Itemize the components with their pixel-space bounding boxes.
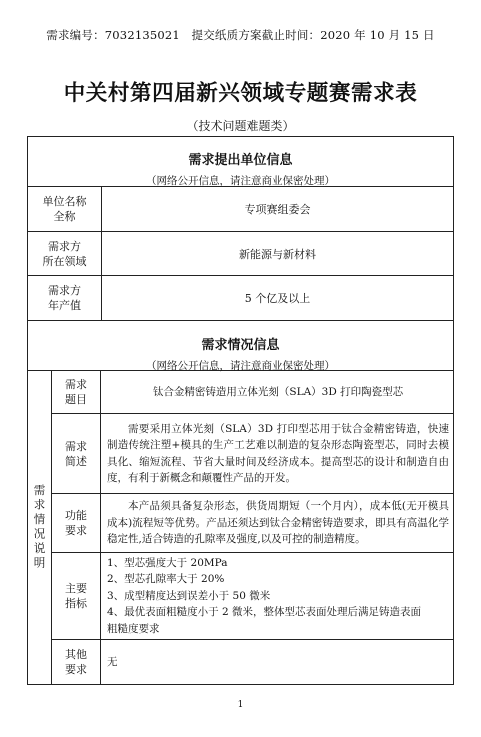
page-number: 1	[237, 700, 244, 710]
row-value: 5 个亿及以上	[244, 292, 311, 305]
row-requirement-summary	[52, 414, 453, 494]
row-value: 需要采用立体光刻（SLA）3D 打印型芯用于钛合金精密铸造，快速制造传统注塑+模具的生产工艺难以制造的复杂形态陶瓷型芯，同时去模具化、缩短流程、节省大量时间及经济成本。提高型芯的设计和制造自由度，有利于新概念和颠覆性产品的开发。	[107, 422, 449, 484]
section-note: （网络公开信息，请注意商业保密处理）	[146, 360, 335, 372]
row-label: 需求 简述	[52, 414, 101, 493]
row-value: 无	[107, 655, 118, 668]
side-label: 需求情况说明	[28, 371, 52, 684]
section-requester-info	[28, 137, 453, 187]
list-item: 4、最优表面粗糙度小于 2 微米，整体型芯表面处理后满足铸造表面	[107, 606, 422, 619]
row-unit-name	[28, 187, 453, 232]
requirement-form	[27, 136, 454, 685]
row-function-requirement	[52, 494, 453, 553]
section-heading: 需求提出单位信息	[188, 153, 293, 168]
list-item: 3、成型精度达到误差小于 50 微米	[107, 589, 271, 602]
row-label: 主要 指标	[52, 553, 101, 639]
row-value: 本产品须具备复杂形态，供货周期短（一个月内），成本低(无开模具成本)流程短等优势。产品还须达到钛合金精密铸造要求，即具有高温化学稳定性,适合铸造的孔隙率及强度,以及可控的制造精度。	[107, 500, 449, 546]
req-no-label: 需求编号：	[46, 28, 105, 42]
section-requirement-info	[28, 321, 453, 371]
document-header	[0, 27, 481, 43]
indicator-list	[107, 555, 421, 638]
row-value: 新能源与新材料	[239, 247, 316, 261]
row-label: 需求 题目	[52, 371, 101, 413]
row-label: 单位名称 全称	[28, 187, 102, 231]
row-field	[28, 232, 453, 276]
section-note: （网络公开信息，请注意商业保密处理）	[146, 175, 335, 187]
list-item: 粗糙度要求	[107, 622, 160, 635]
page-title: 中关村第四届新兴领域专题赛需求表	[63, 81, 418, 106]
row-label: 功能 要求	[52, 494, 101, 552]
deadline: 2020 年 10 月 15 日	[320, 28, 435, 42]
section-heading: 需求情况信息	[201, 338, 280, 353]
list-item: 1、型芯强度大于 20MPa	[107, 556, 228, 569]
deadline-label: 提交纸质方案截止时间：	[191, 28, 321, 42]
row-key-indicators	[52, 553, 453, 640]
req-no: 7032135021	[104, 28, 180, 42]
row-value: 钛合金精密铸造用立体光刻（SLA）3D 打印陶瓷型芯	[152, 385, 404, 398]
row-requirement-title	[52, 371, 453, 414]
row-annual-output	[28, 276, 453, 321]
page-subtitle: （技术问题难题类）	[186, 119, 295, 133]
row-label: 需求方 年产值	[28, 276, 102, 320]
list-item: 2、型芯孔隙率大于 20%	[107, 573, 225, 586]
requirement-detail	[28, 371, 453, 684]
row-other-requirements	[52, 640, 453, 684]
row-label: 其他 要求	[52, 640, 101, 684]
row-label: 需求方 所在领域	[28, 232, 102, 275]
row-value: 专项赛组委会	[244, 203, 311, 216]
